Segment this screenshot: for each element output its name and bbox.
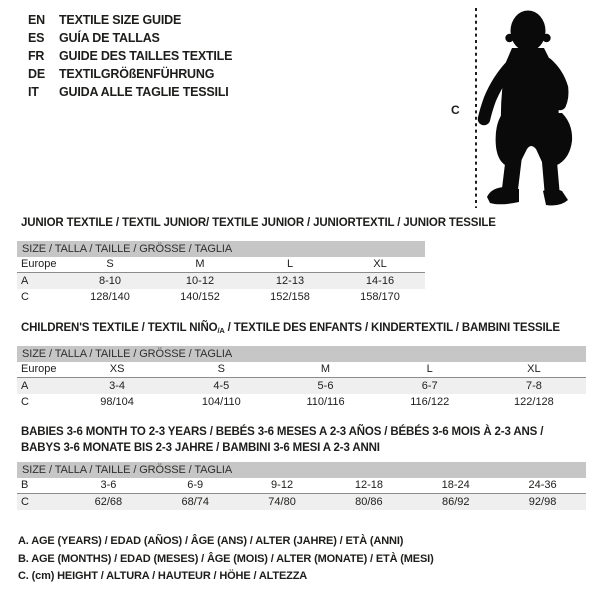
lang-item-it	[28, 83, 232, 101]
footnote-c: C. (cm) HEIGHT / ALTURA / HAUTEUR / HÖHE / ALTEZZA	[18, 570, 308, 582]
baby-height-figure	[440, 0, 600, 215]
row-label: C	[21, 396, 29, 408]
row-label: A	[21, 275, 29, 287]
section-title-children	[21, 322, 560, 335]
size-table-children	[17, 346, 586, 410]
table-cell: 110/116	[306, 396, 345, 408]
table-cell: 6-9	[187, 479, 204, 491]
table-cell: 104/110	[201, 396, 241, 408]
table-cell: XL	[527, 363, 541, 375]
table-cell: 152/158	[270, 291, 310, 303]
table-cell: 3-6	[100, 479, 117, 491]
footnote-a: A. AGE (YEARS) / EDAD (AÑOS) / ÂGE (ANS) / ALTER (JAHRE) / ETÀ (ANNI)	[18, 535, 404, 547]
size-table-junior	[17, 241, 425, 305]
table-row-europe	[17, 257, 425, 273]
table-cell: M	[320, 363, 331, 375]
title-line-2: BABYS 3-6 MONATE BIS 2-3 JAHRE / BAMBINI 3-6 MESI A 2-3 ANNI	[21, 441, 380, 454]
table-cell: 6-7	[421, 380, 438, 392]
table-row-age	[17, 273, 425, 289]
lang-item-en	[28, 11, 232, 29]
table-cell: L	[426, 363, 433, 375]
table-cell: S	[217, 363, 225, 375]
table-row-age-months	[17, 478, 586, 494]
lang-title: GUIDE DES TAILLES TEXTILE	[59, 49, 233, 63]
table-cell: 9-12	[271, 479, 294, 491]
row-label: C	[21, 291, 29, 303]
row-label: Europe	[21, 258, 57, 270]
table-cell: 86/92	[441, 496, 470, 508]
table-cell: 80/86	[355, 496, 383, 508]
lang-title: GUIDA ALLE TAGLIE TESSILI	[59, 85, 229, 99]
table-cell: 140/152	[180, 291, 220, 303]
height-label: C	[451, 103, 460, 117]
table-cell: XS	[109, 363, 125, 375]
title-text: / TEXTILE DES ENFANTS / KINDERTEXTIL / BAMBINI TESSILE	[224, 322, 560, 334]
table-cell: 10-12	[185, 275, 215, 287]
table-cell: 116/122	[410, 396, 450, 408]
title-text: CHILDREN'S TEXTILE / TEXTIL NIÑO	[21, 322, 218, 334]
table-cell: 8-10	[98, 275, 122, 287]
table-cell: 3-4	[109, 380, 126, 392]
table-row-height	[17, 494, 586, 510]
table-cell: 4-5	[213, 380, 230, 392]
size-header-band: SIZE / TALLA / TAILLE / GRÖSSE / TAGLIA	[17, 346, 586, 362]
size-header-band: SIZE / TALLA / TAILLE / GRÖSSE / TAGLIA	[17, 462, 586, 478]
lang-item-fr	[28, 47, 232, 65]
row-label: Europe	[21, 363, 57, 375]
baby-silhouette-svg	[440, 0, 600, 215]
table-cell: S	[106, 258, 114, 270]
table-cell: 98/104	[100, 396, 134, 408]
table-cell: 128/140	[90, 291, 130, 303]
table-cell: 122/128	[514, 396, 554, 408]
language-list	[28, 11, 232, 101]
lang-title: TEXTILGRÖßENFÜHRUNG	[59, 67, 215, 81]
table-cell: 7-8	[525, 380, 542, 392]
lang-title: GUÍA DE TALLAS	[59, 31, 160, 45]
table-cell: 12-13	[275, 275, 305, 287]
row-label: C	[21, 496, 29, 508]
row-label: B	[21, 479, 29, 491]
lang-code: IT	[28, 85, 39, 99]
table-cell: M	[195, 258, 205, 270]
lang-code: ES	[28, 31, 45, 45]
row-label: A	[21, 380, 29, 392]
title-line-1: BABIES 3-6 MONTH TO 2-3 YEARS / BEBÉS 3-6 MESES A 2-3 AÑOS / BÉBÉS 3-6 MOIS À 2-3 ANS /	[21, 426, 544, 438]
table-row-europe	[17, 362, 586, 378]
table-cell: 74/80	[268, 496, 296, 508]
table-row-height	[17, 289, 425, 305]
table-cell: 5-6	[317, 380, 334, 392]
lang-item-es	[28, 29, 232, 47]
footnotes	[18, 533, 434, 586]
table-cell: 14-16	[365, 275, 395, 287]
table-cell: 68/74	[181, 496, 209, 508]
lang-code: DE	[28, 67, 45, 81]
table-cell: 92/98	[528, 496, 557, 508]
size-table-babies	[17, 462, 586, 510]
title-subscript: /A	[217, 326, 225, 335]
size-header-band: SIZE / TALLA / TAILLE / GRÖSSE / TAGLIA	[17, 241, 425, 257]
table-cell: 24-36	[528, 479, 557, 491]
section-title-babies	[21, 425, 561, 456]
table-cell: 12-18	[354, 479, 383, 491]
table-row-height	[17, 394, 586, 410]
table-cell: 18-24	[441, 479, 470, 491]
table-cell: L	[286, 258, 294, 270]
baby-silhouette	[484, 11, 572, 206]
footnote-b: B. AGE (MONTHS) / EDAD (MESES) / ÂGE (MOIS) / ALTER (MONATE) / ETÀ (MESI)	[18, 552, 434, 565]
table-cell: 158/170	[360, 291, 400, 303]
lang-code: FR	[28, 49, 45, 63]
table-cell: 62/68	[94, 496, 123, 508]
lang-item-de	[28, 65, 232, 83]
lang-title: TEXTILE SIZE GUIDE	[59, 13, 182, 27]
lang-code: EN	[28, 13, 45, 27]
section-title-junior: JUNIOR TEXTILE / TEXTIL JUNIOR/ TEXTILE JUNIOR / JUNIORTEXTIL / JUNIOR TESSILE	[21, 217, 496, 229]
table-row-age	[17, 378, 586, 394]
table-cell: XL	[373, 258, 387, 270]
